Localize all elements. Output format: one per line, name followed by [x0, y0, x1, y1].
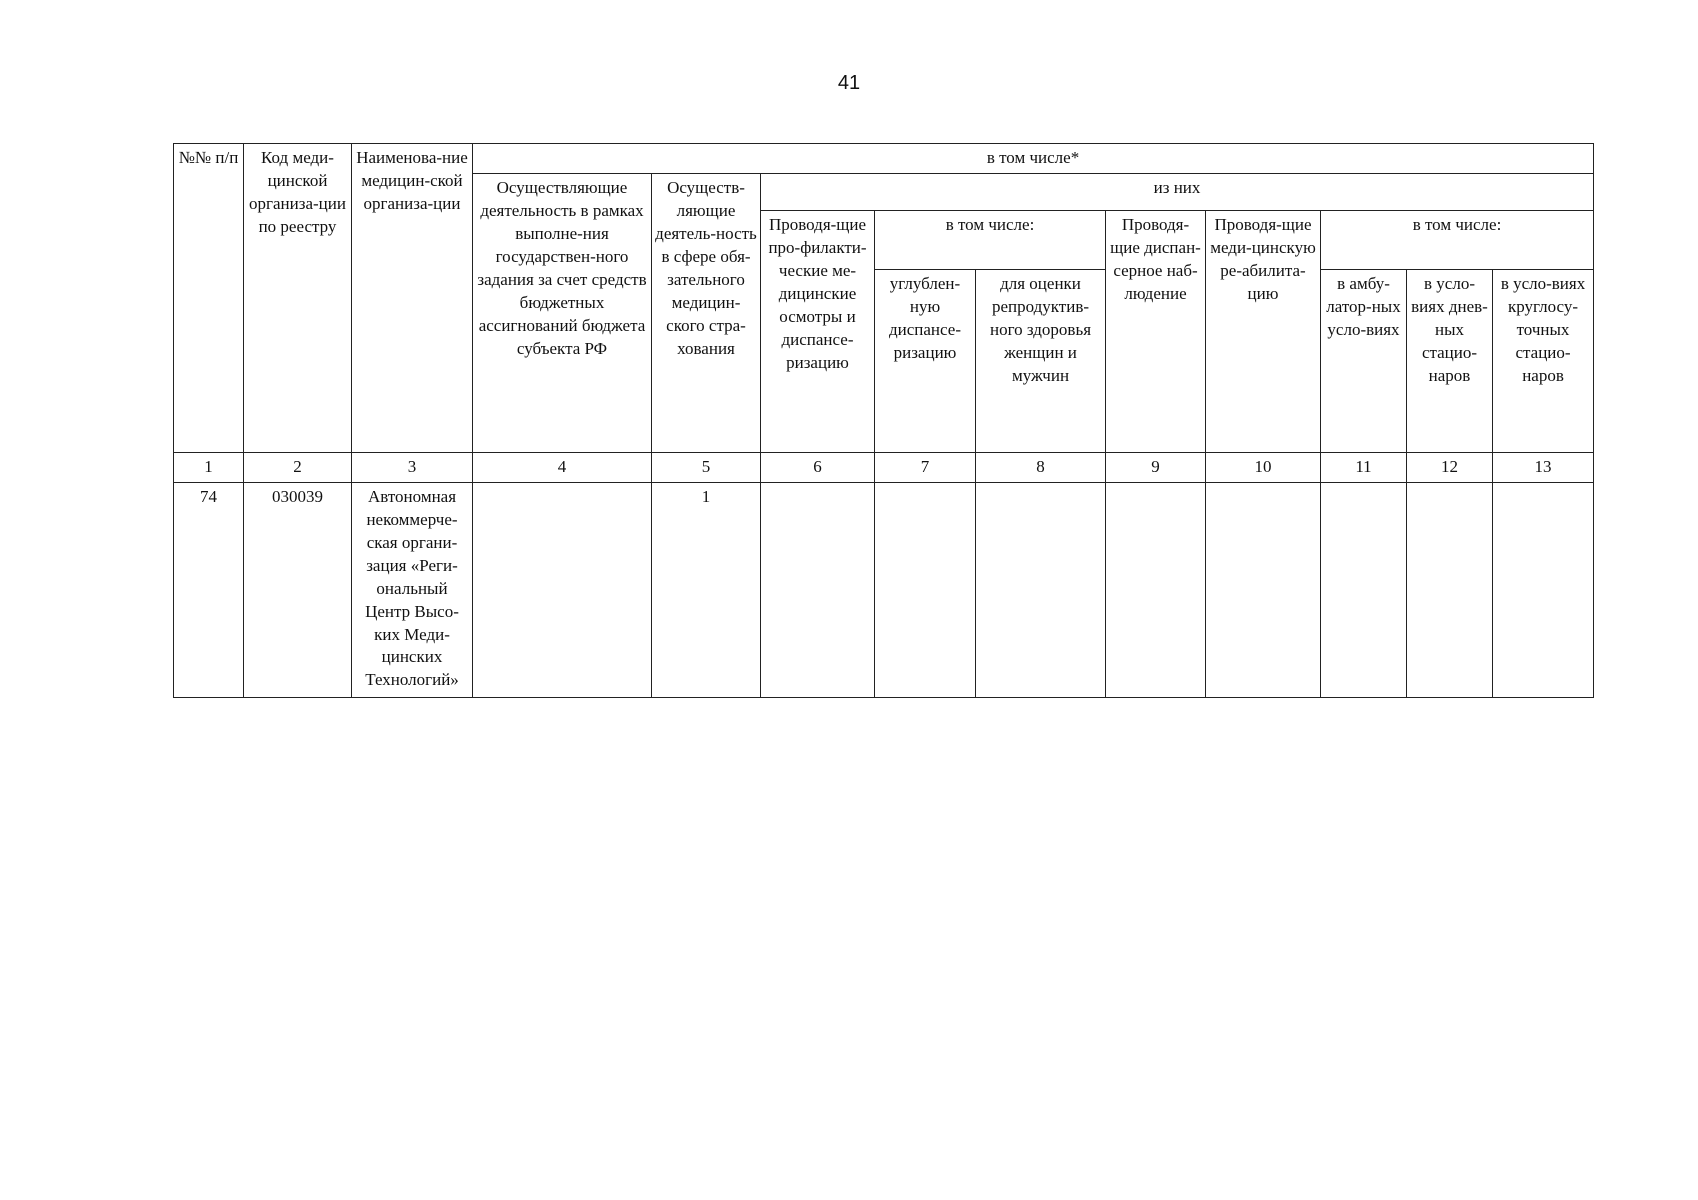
row-cell-7	[875, 482, 976, 697]
column-number: 1	[174, 452, 244, 482]
header-col-12: в усло-виях днев-ных стацио-наров	[1407, 269, 1493, 452]
header-including-b: в том числе:	[1321, 210, 1594, 269]
header-col-2: Код меди-цинской организа-ции по реестру	[244, 144, 352, 453]
page-number: 41	[837, 72, 861, 94]
row-cell-11	[1321, 482, 1407, 697]
column-number: 5	[652, 452, 761, 482]
row-cell-5: 1	[652, 482, 761, 697]
row-cell-13	[1493, 482, 1594, 697]
header-in-total: в том числе*	[473, 144, 1594, 174]
column-number: 9	[1106, 452, 1206, 482]
column-number: 10	[1206, 452, 1321, 482]
column-number: 8	[976, 452, 1106, 482]
header-col-13: в усло-виях круглосу-точных стацио-наров	[1493, 269, 1594, 452]
medical-organizations-table	[173, 143, 1594, 698]
row-cell-4	[473, 482, 652, 697]
column-number: 4	[473, 452, 652, 482]
row-number: 74	[174, 482, 244, 697]
row-cell-8	[976, 482, 1106, 697]
header-col-8: для оценки репродуктив-ного здоровья женщин и мужчин	[976, 269, 1106, 452]
header-row-1	[174, 144, 1594, 174]
header-of-them: из них	[761, 173, 1594, 210]
column-number: 11	[1321, 452, 1407, 482]
header-col-3: Наименова-ние медицин-ской организа-ции	[352, 144, 473, 453]
column-number: 2	[244, 452, 352, 482]
column-number: 6	[761, 452, 875, 482]
column-number: 12	[1407, 452, 1493, 482]
row-cell-10	[1206, 482, 1321, 697]
row-organization-name: Автономная некоммерче-ская органи-зация «Реги-ональный Центр Высо-ких Меди-цинских Технологий»	[352, 482, 473, 697]
table-row	[174, 482, 1594, 697]
header-col-4: Осуществляющие деятельность в рамках выполне-ния государствен-ного задания за счет средств бюджетных ассигнований бюджета субъекта РФ	[473, 173, 652, 452]
column-number: 7	[875, 452, 976, 482]
column-number: 13	[1493, 452, 1594, 482]
column-number-row	[174, 452, 1594, 482]
row-code: 030039	[244, 482, 352, 697]
row-cell-9	[1106, 482, 1206, 697]
column-number: 3	[352, 452, 473, 482]
header-including-a: в том числе:	[875, 210, 1106, 269]
header-col-5: Осуществ-ляющие деятель-ность в сфере обя-зательного медицин-ского стра-хования	[652, 173, 761, 452]
row-cell-12	[1407, 482, 1493, 697]
header-col-6: Проводя-щие про-филакти-ческие ме-дицинские осмотры и диспансе-ризацию	[761, 210, 875, 452]
header-col-9: Проводя-щие диспан-серное наб-людение	[1106, 210, 1206, 452]
header-col-1: №№ п/п	[174, 144, 244, 453]
row-cell-6	[761, 482, 875, 697]
header-col-7: углублен-ную диспансе-ризацию	[875, 269, 976, 452]
header-col-10: Проводя-щие меди-цинскую ре-абилита-цию	[1206, 210, 1321, 452]
header-col-11: в амбу-латор-ных усло-виях	[1321, 269, 1407, 452]
